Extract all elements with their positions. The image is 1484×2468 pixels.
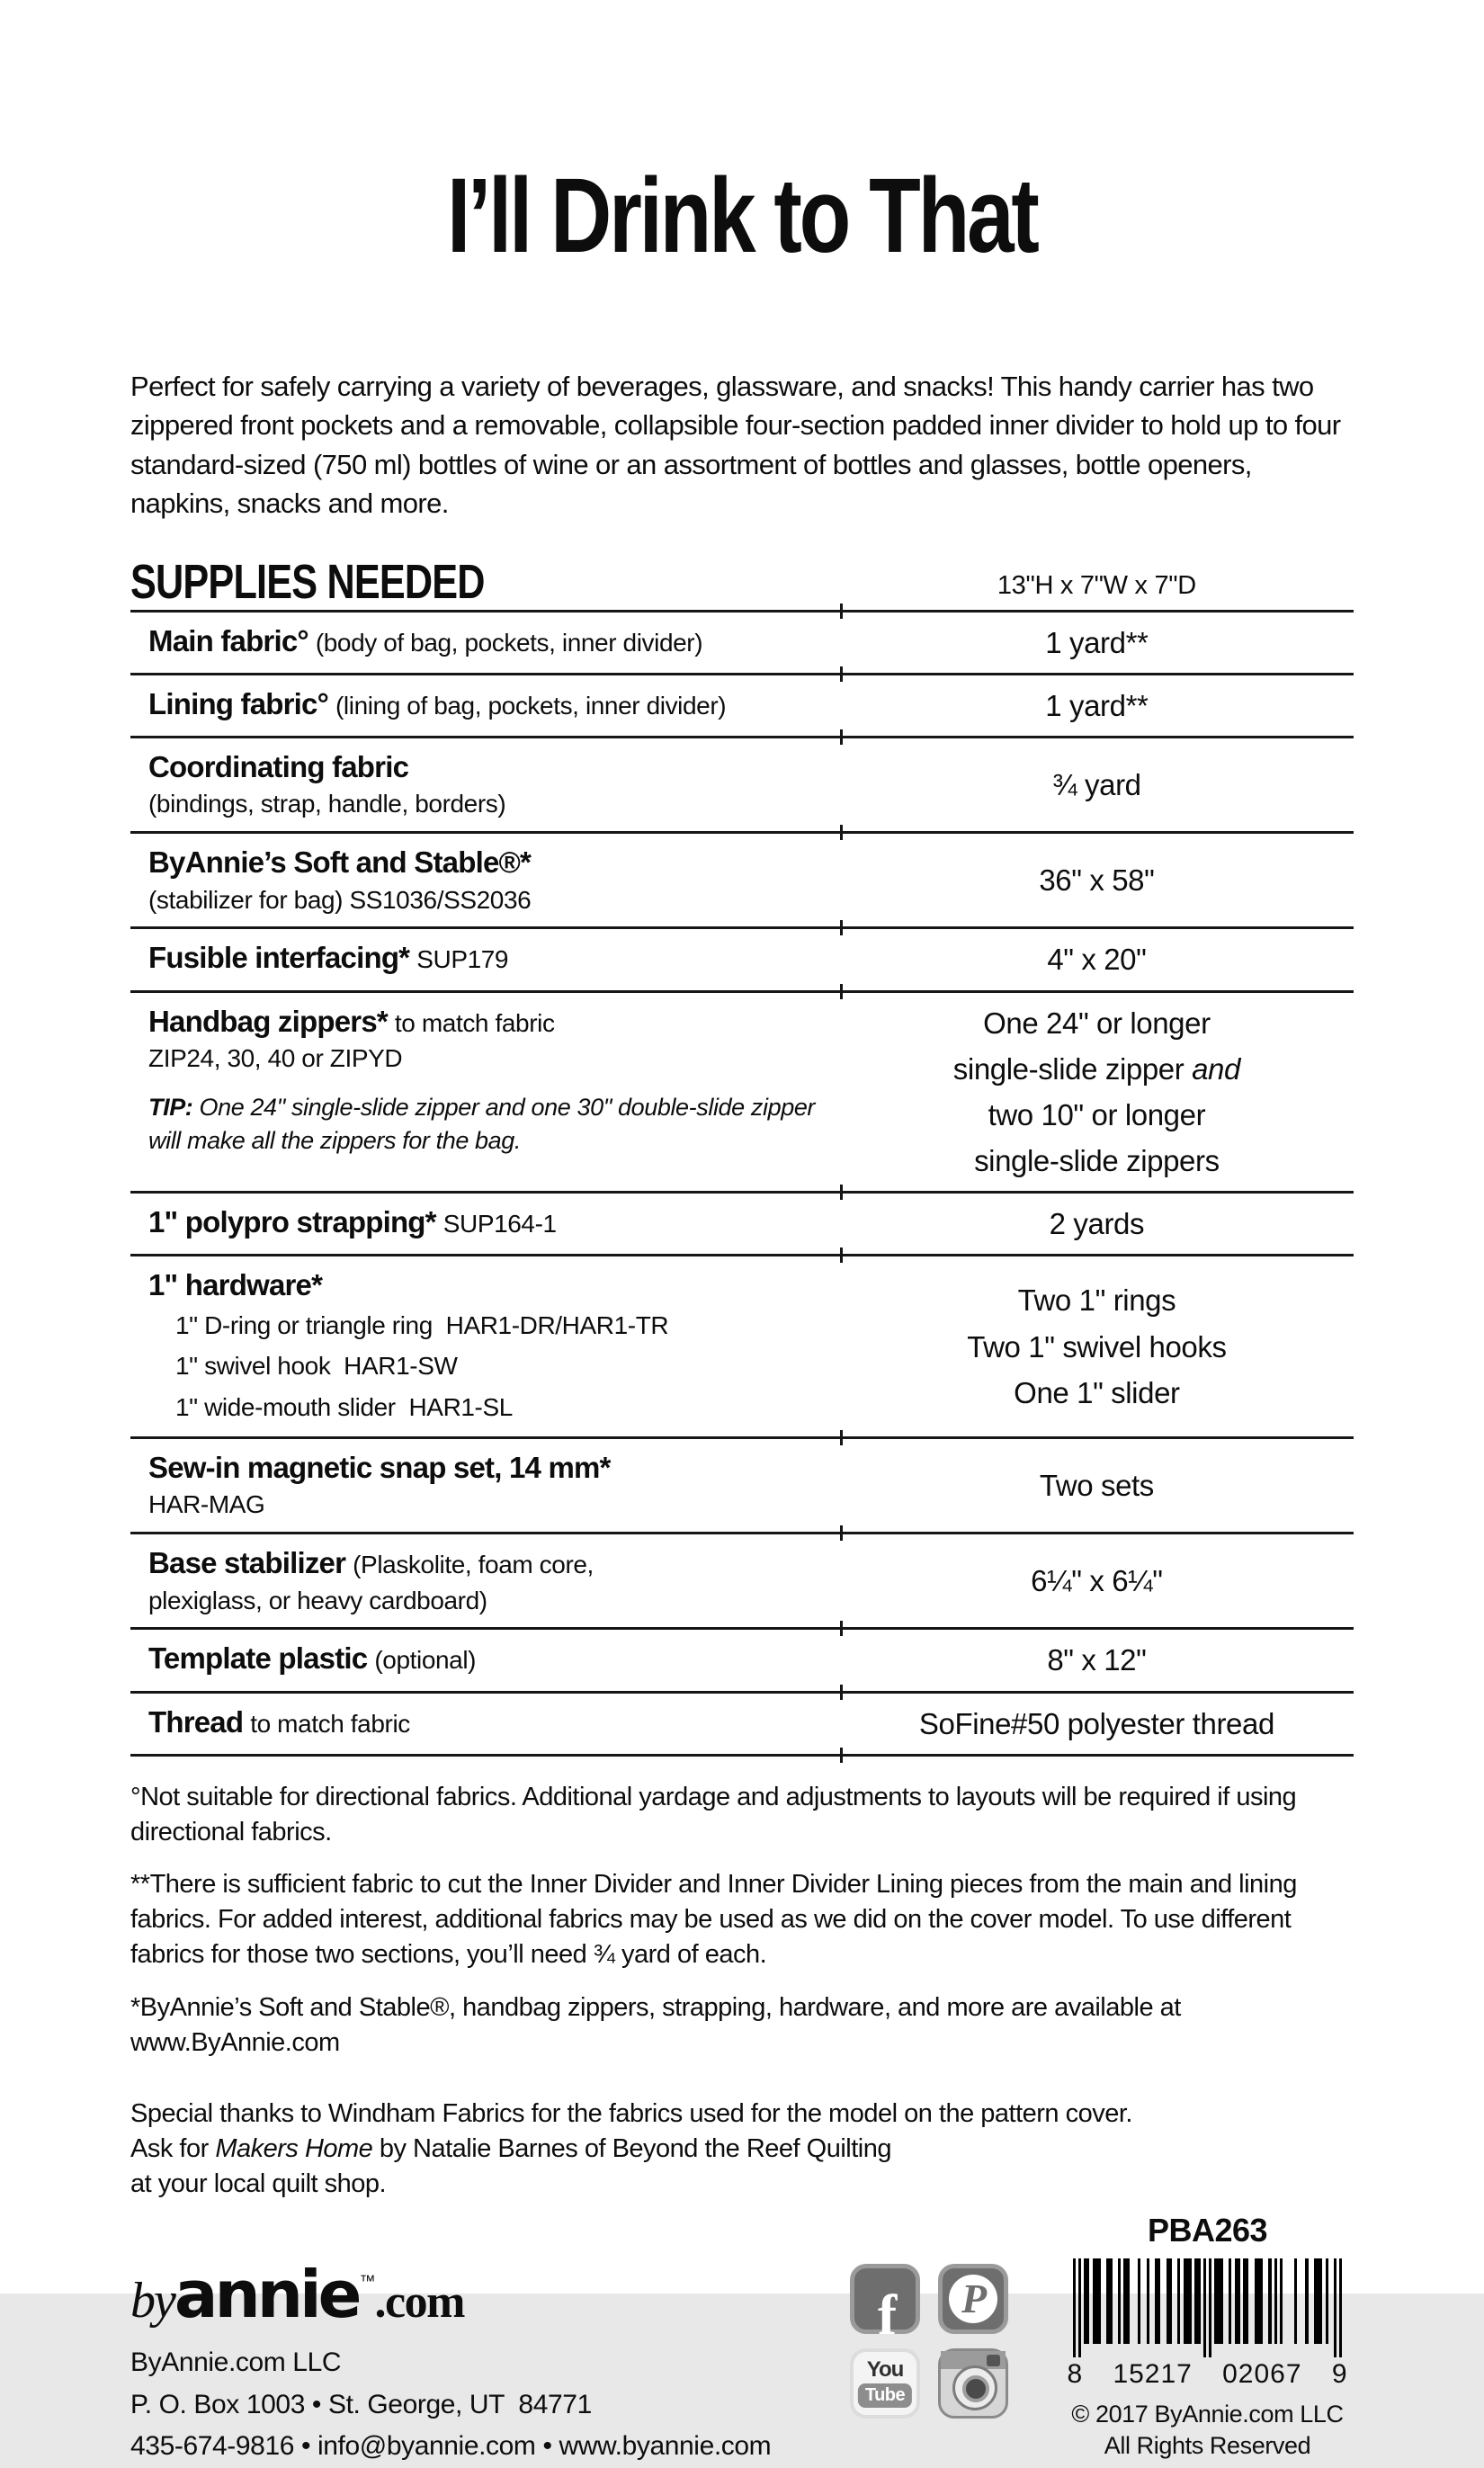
tip-label: TIP:	[148, 1093, 193, 1121]
supplies-heading: SUPPLIES NEEDED	[130, 554, 485, 609]
table-row	[130, 926, 1354, 989]
supplies-header	[130, 554, 1354, 610]
table-row	[130, 610, 1354, 673]
hardware-item: 1" D-ring or triangle ring HAR1-DR/HAR1-TR	[175, 1310, 669, 1339]
table-row	[130, 673, 1354, 736]
item-note: SUP164-1	[443, 1210, 557, 1238]
item-amount: 8" x 12"	[1047, 1643, 1147, 1677]
facebook-icon[interactable]: f	[850, 2264, 920, 2334]
table-row	[130, 1436, 1354, 1532]
instagram-icon[interactable]	[938, 2348, 1008, 2419]
trademark-symbol: ™	[359, 2272, 376, 2291]
item-amount: ¾ yard	[1052, 767, 1141, 801]
publisher-block	[130, 2257, 850, 2468]
item-note: (body of bag, pockets, inner divider)	[315, 628, 703, 657]
footnote-availability: *ByAnnie’s Soft and Stable®, handbag zippers, strapping, hardware, and more are available at www.ByAnnie.com	[130, 1993, 1181, 2057]
item-name: Thread	[148, 1704, 244, 1739]
item-subnote: (stabilizer for bag) SS1036/SS2036	[148, 885, 532, 914]
table-row	[130, 736, 1354, 831]
company-phone-email-web: 435-674-9816 • info@byannie.com • www.byannie.com	[130, 2431, 772, 2462]
item-name: 1" hardware*	[148, 1268, 323, 1302]
description: Perfect for safely carrying a variety of beverages, glassware, and snacks! This handy carrier has two zippered front pockets and a removable, collapsible four-section padded inner divider to hold up to four standard-sized (750 ml) bottles of wine or an assortment of bottles and glasses, bottle openers, napkins, snacks and more.	[130, 370, 1341, 520]
social-icons	[850, 2264, 1021, 2419]
item-amount: 36" x 58"	[1039, 863, 1155, 898]
item-name: Main fabric°	[148, 623, 308, 657]
upc-barcode	[1073, 2258, 1343, 2357]
item-name: Lining fabric°	[148, 686, 328, 720]
item-amount: 2 yards	[1049, 1207, 1145, 1241]
item-amount-line: two 10" or longer	[988, 1097, 1206, 1131]
title-area	[130, 0, 1354, 344]
pinterest-icon[interactable]: P	[938, 2264, 1008, 2334]
bag-dimensions: 13"H x 7"W x 7"D	[997, 570, 1196, 600]
item-name: 1" polypro strapping*	[148, 1205, 436, 1239]
item-amount: 4" x 20"	[1047, 943, 1147, 977]
item-note: SUP179	[416, 945, 509, 974]
item-amount-line: One 1" slider	[1014, 1375, 1180, 1409]
hardware-item: 1" swivel hook HAR1-SW	[175, 1352, 458, 1381]
item-note: (Plaskolite, foam core,	[353, 1551, 594, 1579]
table-row	[130, 1691, 1354, 1754]
item-amount: 1 yard**	[1045, 688, 1149, 722]
company-name: ByAnnie.com LLC	[130, 2347, 342, 2378]
barcode-block	[1061, 2212, 1354, 2462]
item-amount-line: single-slide zipper and	[952, 1051, 1240, 1086]
item-name: Handbag zippers*	[148, 1004, 388, 1038]
item-amount-line: single-slide zippers	[974, 1143, 1220, 1177]
item-amount: Two sets	[1039, 1468, 1154, 1502]
table-rule-tick	[840, 1748, 843, 1763]
item-amount-line: One 24" or longer	[983, 1006, 1211, 1040]
copyright: © 2017 ByAnnie.com LLC All Rights Reserved	[1071, 2401, 1344, 2460]
item-note: to match fabric	[394, 1008, 555, 1037]
thanks-note: Special thanks to Windham Fabrics for the fabrics used for the model on the pattern cover. Ask for Makers Home by Natalie Barnes of Beyond the Reef Quilting at your local quilt shop.	[130, 2098, 1132, 2198]
item-name: ByAnnie’s Soft and Stable®*	[148, 845, 532, 880]
item-name: Base stabilizer	[148, 1546, 346, 1580]
item-name: Coordinating fabric	[148, 749, 409, 783]
footer	[130, 2212, 1354, 2468]
item-sku: HAR-MAG	[148, 1490, 265, 1519]
footnote-fabric: **There is sufficient fabric to cut the Inner Divider and Inner Divider Lining pieces from the main and lining fabrics. For added interest, additional fabrics may be used as we did on the cover model. To use different fabrics for those two sections, you’ll need ¾ yard of each.	[130, 1870, 1297, 1970]
item-amount-line: Two 1" swivel hooks	[967, 1329, 1227, 1364]
hardware-item: 1" wide-mouth slider HAR1-SL	[175, 1392, 513, 1421]
publisher-contact	[130, 2342, 850, 2468]
item-note: (lining of bag, pockets, inner divider)	[335, 691, 727, 720]
logo-annie: annie	[174, 2257, 359, 2333]
item-name: Template plastic	[148, 1641, 368, 1676]
product-code: PBA263	[1147, 2212, 1268, 2249]
item-amount: 1 yard**	[1045, 625, 1149, 659]
table-row	[130, 1532, 1354, 1627]
item-skus: ZIP24, 30, 40 or ZIPYD	[148, 1044, 403, 1073]
table-row	[130, 1627, 1354, 1690]
byannie-logo	[130, 2257, 850, 2333]
item-name: Fusible interfacing*	[148, 941, 410, 975]
tip-text: TIP: One 24" single-slide zipper and one 30" double-slide zipper will make all the zippers for the bag.	[148, 1093, 816, 1155]
company-address: P. O. Box 1003 • St. George, UT 84771	[130, 2389, 592, 2419]
table-row	[130, 831, 1354, 926]
item-note: to match fabric	[250, 1709, 410, 1738]
item-name: Sew-in magnetic snap set, 14 mm*	[148, 1450, 611, 1484]
logo-com: .com	[374, 2276, 464, 2329]
page-title: I’ll Drink to That	[447, 156, 1037, 276]
item-amount-line: Two 1" rings	[1017, 1283, 1176, 1318]
youtube-icon[interactable]: You Tube	[850, 2348, 920, 2419]
fabric-line-name: Makers Home	[215, 2133, 373, 2163]
item-subnote: (bindings, strap, handle, borders)	[148, 790, 506, 818]
item-amount: 6¼" x 6¼"	[1031, 1564, 1163, 1598]
table-row-hardware	[130, 1254, 1354, 1436]
supplies-table	[130, 610, 1354, 1757]
table-row	[130, 1191, 1354, 1254]
item-note: (optional)	[374, 1646, 477, 1675]
item-subnote: plexiglass, or heavy cardboard)	[148, 1586, 487, 1614]
footnote-directional: °Not suitable for directional fabrics. Additional yardage and adjustments to layouts will be required if using directional fabrics.	[130, 1782, 1297, 1847]
footnotes	[130, 1780, 1354, 2202]
logo-by: by	[130, 2273, 174, 2329]
upc-digits: 8 15217 02067 9	[1067, 2359, 1348, 2390]
item-amount: SoFine#50 polyester thread	[918, 1706, 1274, 1740]
table-row-zippers	[130, 990, 1354, 1192]
